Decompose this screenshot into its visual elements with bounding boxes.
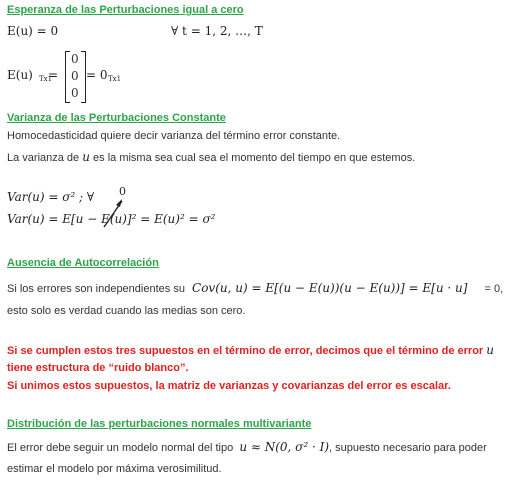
- max-verosimilitud-text: estimar el modelo por máxima verosimilitud.: [7, 463, 222, 475]
- varianza-text-a: La varianza de: [7, 152, 80, 164]
- homocedasticidad-text: Homocedasticidad quiere decir varianza del término error constante.: [7, 130, 341, 142]
- heading-distribucion: Distribución de las perturbaciones normales multivariante: [7, 418, 312, 430]
- eq2-lhs-subscript: Tx1: [39, 75, 53, 83]
- warning-line-1: [7, 343, 494, 357]
- cov-text: [7, 281, 503, 295]
- eq-var-sigma: Var(u) = σ² ; ∀: [7, 190, 95, 204]
- normal-distribution-eq: u ≈ N(0, σ² · I): [239, 440, 330, 454]
- eq-var-expectation: Var(u) = E[u − E(u)]² = E(u)² = σ²: [7, 212, 216, 226]
- cov-text-a: Si los errores son independientes su: [7, 283, 185, 295]
- heading-autocorrelacion: Ausencia de Autocorrelación: [7, 257, 159, 269]
- heading-esperanza: Esperanza de las Perturbaciones igual a cero: [7, 4, 244, 16]
- eq2-equals: =: [48, 68, 59, 82]
- vec1-entry-3: 0: [71, 86, 79, 100]
- vec1-entry-2: 0: [71, 69, 79, 83]
- warning-line-1-text: Si se cumplen estos tres supuestos en el término de error, decimos que el término de error: [7, 345, 484, 357]
- cov-equation: Cov(u, u) = E[(u − E(u))(u − E(u))] = E[u · u]: [192, 281, 468, 295]
- var-u: u: [82, 150, 90, 164]
- normal-text-a: El error debe seguir un modelo normal del tipo: [7, 442, 234, 454]
- eq2-rhs-subscript: Tx1: [108, 75, 122, 83]
- vector-left-bracket: [65, 51, 70, 103]
- eq2-rhs: = 0: [86, 68, 108, 82]
- vec1-entry-1: 0: [71, 52, 79, 66]
- warning-line-3: Si unimos estos supuestos, la matriz de varianzas y covarianzas del error es escalar.: [7, 380, 451, 392]
- warning-line-2: tiene estructura de “ruido blanco”.: [7, 362, 189, 374]
- normal-model-text: [7, 440, 487, 454]
- cov-text-b: = 0,: [484, 283, 504, 295]
- varianza-text-b: es la misma sea cual sea el momento del tiempo en que estemos.: [93, 152, 416, 164]
- medias-cero-text: esto solo es verdad cuando las medias son cero.: [7, 305, 246, 317]
- warning-var-u: u: [486, 343, 495, 357]
- normal-text-b: , supuesto necesario para poder: [329, 442, 487, 454]
- annotation-zero: 0: [119, 185, 126, 198]
- heading-varianza: Varianza de las Perturbaciones Constante: [7, 112, 226, 124]
- eq2-lhs: E(u): [7, 68, 33, 82]
- eq-expectation-zero: E(u) = 0: [7, 24, 59, 38]
- eq-for-all-t: ∀ t = 1, 2, …, T: [171, 24, 263, 38]
- varianza-text: [7, 150, 415, 164]
